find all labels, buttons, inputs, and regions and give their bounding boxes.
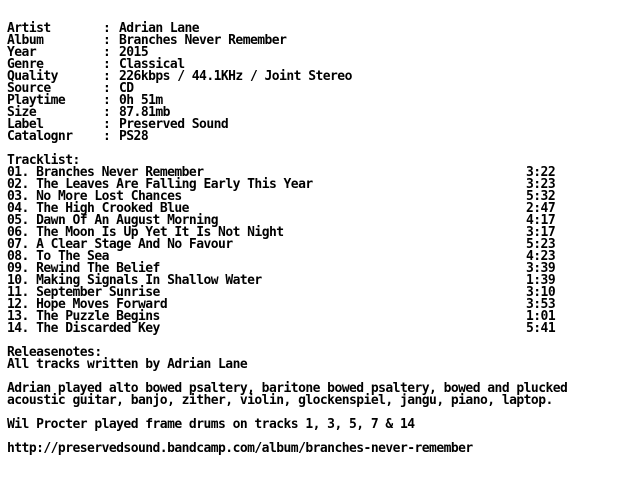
metadata-key: Source — [7, 81, 51, 96]
track-title: Branches Never Remember — [36, 165, 204, 180]
metadata-row-playtime — [7, 95, 627, 107]
metadata-key: Playtime — [7, 93, 66, 108]
metadata-value: Preserved Sound — [119, 117, 229, 132]
metadata-key: Quality — [7, 69, 58, 84]
nfo-document — [7, 23, 627, 455]
track-number: 04. — [7, 201, 29, 216]
metadata-value: CD — [119, 81, 134, 96]
metadata-row-catalognr — [7, 131, 627, 143]
track-number: 12. — [7, 297, 29, 312]
track-duration: 5:41 — [526, 321, 556, 336]
track-title: The Discarded Key — [36, 321, 160, 336]
metadata-row-source — [7, 83, 627, 95]
metadata-key: Label — [7, 117, 44, 132]
metadata-key: Size — [7, 105, 37, 120]
metadata-value: 0h 51m — [119, 93, 163, 108]
track-title: Making Signals In Shallow Water — [36, 273, 262, 288]
track-duration: 5:23 — [526, 237, 556, 252]
track-number: 07. — [7, 237, 29, 252]
track-number: 13. — [7, 309, 29, 324]
track-duration: 3:10 — [526, 285, 556, 300]
track-title: No More Lost Chances — [36, 189, 182, 204]
track-duration: 4:17 — [526, 213, 556, 228]
track-duration: 3:22 — [526, 165, 556, 180]
metadata-separator: : — [103, 81, 111, 96]
track-duration: 3:53 — [526, 297, 556, 312]
track-duration: 5:32 — [526, 189, 556, 204]
metadata-value: PS28 — [119, 129, 149, 144]
metadata-value: Classical — [119, 57, 185, 72]
metadata-row-quality — [7, 71, 627, 83]
track-number: 03. — [7, 189, 29, 204]
track-number: 11. — [7, 285, 29, 300]
track-title: The Leaves Are Falling Early This Year — [36, 177, 313, 192]
tracklist — [7, 167, 627, 335]
metadata-row-artist — [7, 23, 627, 35]
metadata-key: Year — [7, 45, 37, 60]
metadata-key: Album — [7, 33, 44, 48]
album-url: http://preservedsound.bandcamp.com/album/branches-never-remember — [7, 441, 473, 456]
track-title: September Sunrise — [36, 285, 160, 300]
track-number: 05. — [7, 213, 29, 228]
track-title: To The Sea — [36, 249, 109, 264]
track-title: The Moon Is Up Yet It Is Not Night — [36, 225, 284, 240]
track-duration: 3:17 — [526, 225, 556, 240]
metadata-separator: : — [103, 93, 111, 108]
metadata-separator: : — [103, 33, 111, 48]
metadata-separator: : — [103, 57, 111, 72]
track-number: 14. — [7, 321, 29, 336]
track-duration: 2:47 — [526, 201, 556, 216]
track-number: 10. — [7, 273, 29, 288]
metadata-separator: : — [103, 117, 111, 132]
track-number: 08. — [7, 249, 29, 264]
metadata-separator: : — [103, 129, 111, 144]
track-title: Hope Moves Forward — [36, 297, 168, 312]
spacer — [7, 143, 627, 155]
track-number: 06. — [7, 225, 29, 240]
track-duration: 3:23 — [526, 177, 556, 192]
track-duration: 1:01 — [526, 309, 556, 324]
track-title: The Puzzle Begins — [36, 309, 160, 324]
metadata-row-size — [7, 107, 627, 119]
track-row — [7, 323, 627, 335]
track-number: 02. — [7, 177, 29, 192]
track-number: 01. — [7, 165, 29, 180]
metadata-block — [7, 23, 627, 143]
metadata-separator: : — [103, 105, 111, 120]
track-title: A Clear Stage And No Favour — [36, 237, 233, 252]
tracklist-heading: Tracklist: — [7, 153, 80, 168]
metadata-value: Adrian Lane — [119, 21, 200, 36]
metadata-separator: : — [103, 21, 111, 36]
metadata-key: Artist — [7, 21, 51, 36]
metadata-key: Catalognr — [7, 129, 73, 144]
metadata-value: Branches Never Remember — [119, 33, 287, 48]
releasenotes-instruments-line-2: acoustic guitar, banjo, zither, violin, glockenspiel, jangu, piano, laptop. — [7, 393, 553, 408]
metadata-value: 87.81mb — [119, 105, 170, 120]
metadata-row-year — [7, 47, 627, 59]
metadata-separator: : — [103, 69, 111, 84]
track-title: The High Crooked Blue — [36, 201, 189, 216]
track-duration: 1:39 — [526, 273, 556, 288]
metadata-value: 226kbps / 44.1KHz / Joint Stereo — [119, 69, 352, 84]
track-number: 09. — [7, 261, 29, 276]
metadata-separator: : — [103, 45, 111, 60]
track-title: Dawn Of An August Morning — [36, 213, 219, 228]
metadata-row-album — [7, 35, 627, 47]
releasenotes-heading: Releasenotes: — [7, 345, 102, 360]
metadata-key: Genre — [7, 57, 44, 72]
track-duration: 3:39 — [526, 261, 556, 276]
releasenotes-drums-credit: Wil Procter played frame drums on tracks 1, 3, 5, 7 & 14 — [7, 417, 415, 432]
releasenotes-instruments-line-1: Adrian played alto bowed psaltery, baritone bowed psaltery, bowed and plucked — [7, 381, 568, 396]
metadata-value: 2015 — [119, 45, 149, 60]
track-title: Rewind The Belief — [36, 261, 160, 276]
track-duration: 4:23 — [526, 249, 556, 264]
releasenotes-credit: All tracks written by Adrian Lane — [7, 357, 248, 372]
metadata-row-label — [7, 119, 627, 131]
